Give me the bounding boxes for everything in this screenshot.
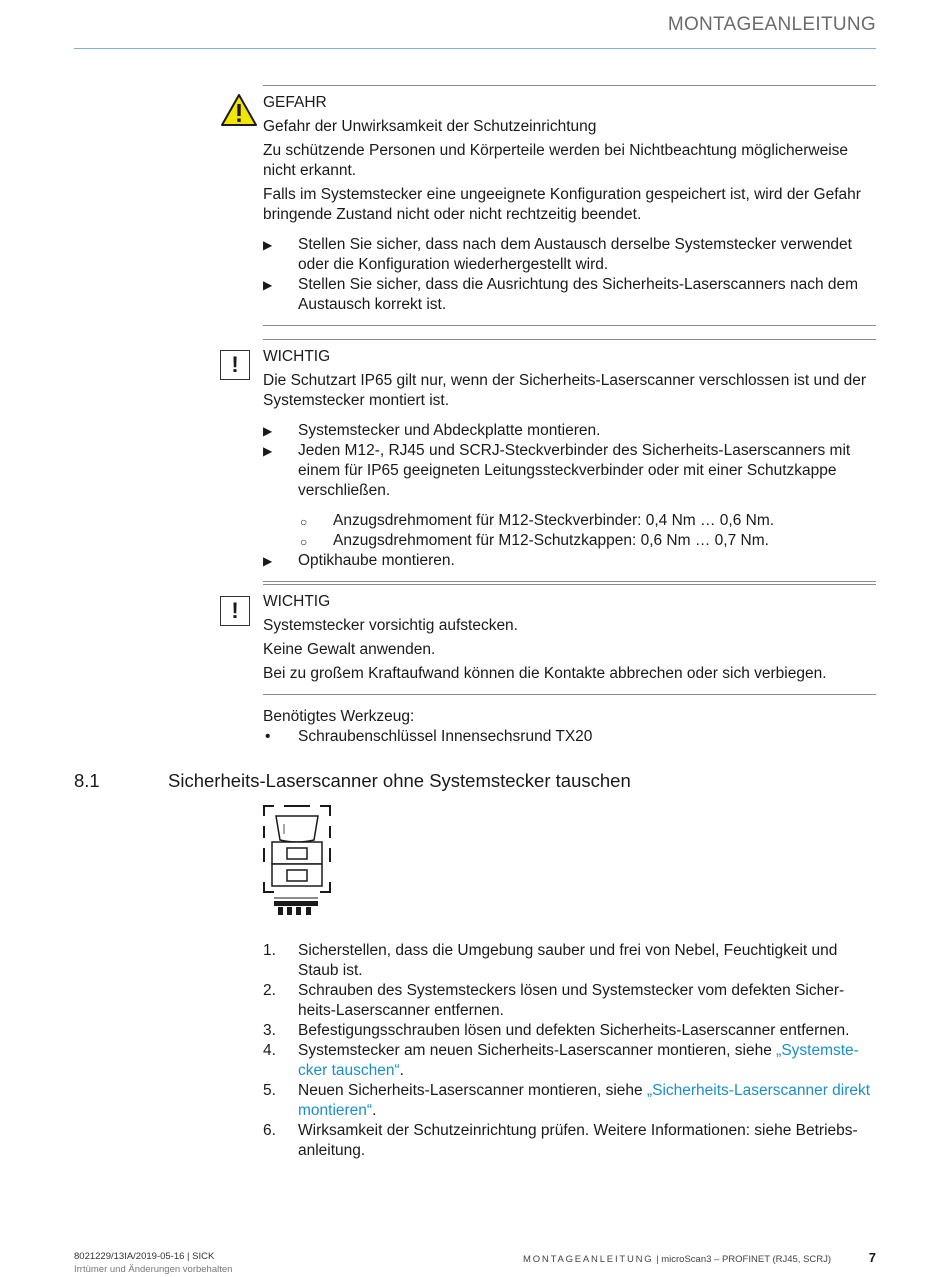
list-item: ▶ Optikhaube montieren. xyxy=(263,552,455,569)
footer-doc-info xyxy=(74,1250,232,1276)
footer-title xyxy=(523,1250,831,1270)
important-text: Bei zu großem Kraftaufwand können die Kontakte abbrechen oder sich verbiegen. xyxy=(263,665,827,682)
crossref-link-montieren[interactable]: „Sicherheits-Laserscanner direkt montieren“ xyxy=(298,1082,871,1119)
warning-triangle-icon xyxy=(220,93,258,127)
sub-list-item: ○ Anzugsdrehmoment für M12-Steckverbinder: 0,4 Nm … 0,6 Nm. xyxy=(263,511,876,531)
tools-list xyxy=(263,727,592,747)
tools-heading: Benötigtes Werkzeug: xyxy=(263,708,415,725)
arrow-bullet-icon: ▶ xyxy=(263,238,273,252)
section-number: 8.1 xyxy=(74,770,100,791)
bullet-icon: • xyxy=(265,728,271,745)
page-header-title: MONTAGEANLEITUNG xyxy=(667,14,876,35)
important-label: WICHTIG xyxy=(263,348,331,365)
danger-paragraph: Zu schützende Personen und Körperteile werden bei Nichtbeachtung möglicherweise nicht erkannt. xyxy=(263,142,849,179)
procedure-steps xyxy=(263,941,876,1161)
footer-doc-type: MONTAGEANLEITUNG xyxy=(523,1254,654,1265)
list-item: • Schraubenschlüssel Innensechsrund TX20 xyxy=(265,728,593,745)
arrow-bullet-icon: ▶ xyxy=(263,554,273,568)
procedure-step: 4. Systemstecker am neuen Sicherheits-Laserscanner montieren, siehe „Systemste-cker tauschen“. xyxy=(263,1042,859,1079)
procedure-step: 1. Sicherstellen, dass die Umgebung sauber und frei von Nebel, Feuchtigkeit und Staub ist. xyxy=(263,942,838,979)
important-text: Die Schutzart IP65 gilt nur, wenn der Sicherheits-Laserscanner verschlossen ist und der Systemstecker montiert ist. xyxy=(263,372,867,409)
important-text: Keine Gewalt anwenden. xyxy=(263,641,436,658)
danger-subtitle: Gefahr der Unwirksamkeit der Schutzeinrichtung xyxy=(263,118,597,135)
important-icon: ! xyxy=(220,350,250,380)
procedure-step: 3. Befestigungsschrauben lösen und defekten Sicherheits-Laserscanner entfernen. xyxy=(263,1022,850,1039)
laserscanner-device-icon xyxy=(262,804,332,920)
procedure-step: 2. Schrauben des Systemsteckers lösen und Systemstecker vom defekten Sicher-heits-Laserscanner entfernen. xyxy=(263,982,845,1019)
danger-paragraph: Falls im Systemstecker eine ungeeignete Konfiguration gespeichert ist, wird der Gefahr bringende Zustand nicht oder nicht rechtzeitig beendet. xyxy=(263,186,861,223)
arrow-bullet-icon: ▶ xyxy=(263,424,273,438)
required-tools xyxy=(263,707,592,747)
footer-product: | microScan3 – PROFINET (RJ45, SCRJ) xyxy=(653,1254,832,1265)
important-notice xyxy=(263,339,876,582)
arrow-bullet-icon: ▶ xyxy=(263,444,273,458)
page-number: 7 xyxy=(868,1250,876,1265)
section-title: Sicherheits-Laserscanner ohne Systemstecker tauschen xyxy=(168,770,631,791)
arrow-bullet-icon: ▶ xyxy=(263,278,273,292)
important-steps xyxy=(263,551,876,571)
list-item: ▶ Stellen Sie sicher, dass nach dem Austausch derselbe Systemstecker verwendet oder die Konfiguration wiederhergestellt wird. xyxy=(263,236,852,273)
circle-bullet-icon: ○ xyxy=(300,535,308,549)
danger-steps xyxy=(263,235,876,315)
footer-disclaimer: Irrtümer und Änderungen vorbehalten xyxy=(74,1264,233,1275)
danger-notice xyxy=(263,85,876,326)
list-item: ▶ Systemstecker und Abdeckplatte montieren. xyxy=(263,422,601,439)
torque-substeps xyxy=(263,511,876,551)
header-rule xyxy=(74,48,876,49)
important-icon: ! xyxy=(220,596,250,626)
crossref-link-systemstecker[interactable]: „Systemste-cker tauschen“ xyxy=(298,1042,859,1079)
circle-bullet-icon: ○ xyxy=(300,515,308,529)
important-notice xyxy=(263,584,876,695)
important-text: Systemstecker vorsichtig aufstecken. xyxy=(263,617,518,634)
list-item: ▶ Stellen Sie sicher, dass die Ausrichtung des Sicherheits-Laserscanners nach dem Austausch korrekt ist. xyxy=(263,276,859,313)
danger-label: GEFAHR xyxy=(263,94,327,111)
sub-list-item: ○ Anzugsdrehmoment für M12-Schutzkappen: 0,6 Nm … 0,7 Nm. xyxy=(263,531,876,551)
list-item: ▶ Jeden M12-, RJ45 und SCRJ-Steckverbinder des Sicherheits-Laserscanners mit einem für IP65 geeigneten Leitungssteckverbinder oder mit einer Schutzkappe verschließen. xyxy=(263,442,851,499)
procedure-step: 5. Neuen Sicherheits-Laserscanner montieren, siehe „Sicherheits-Laserscanner direkt montieren“. xyxy=(263,1082,871,1119)
footer-doc-id: 8021229/13IA/2019-05-16 | SICK xyxy=(74,1251,215,1262)
important-label: WICHTIG xyxy=(263,593,331,610)
important-steps xyxy=(263,421,876,501)
procedure-step: 6. Wirksamkeit der Schutzeinrichtung prüfen. Weitere Informationen: siehe Betriebs-anleitung. xyxy=(263,1122,858,1159)
